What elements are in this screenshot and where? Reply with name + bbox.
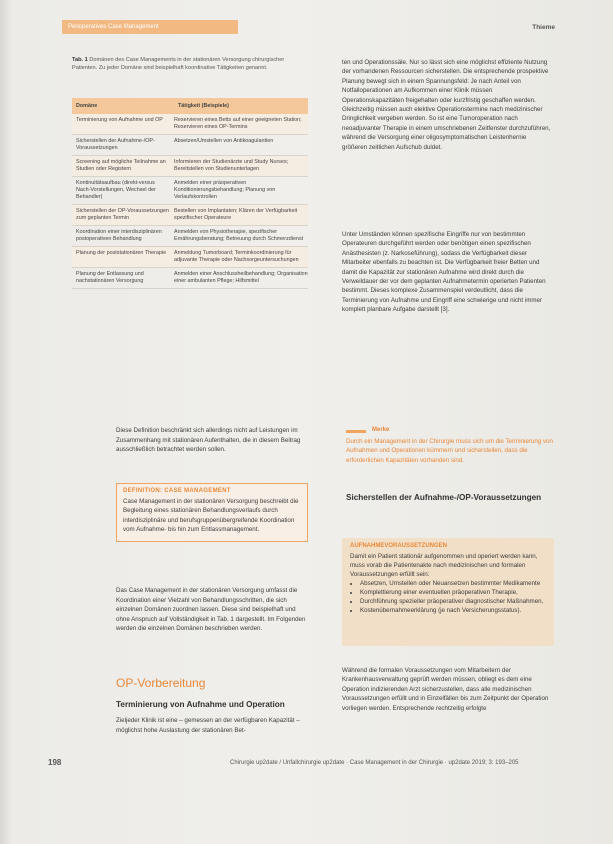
prerequisite-item: • Komplettierung einer eventuellen präoperativen Therapie, [360,588,546,597]
table-cell-activity: Absetzen/Umstellen von Antikoagulantien [174,138,274,144]
left-paragraph-1: Diese Definition beschränkt sich allerdings nicht auf Leistungen im Zusammenhang mit stationären Aufenthalten, die in diesem Beitrag ausschließlich betrachtet werden sollen. [116,427,301,454]
table-cell-domain: Planung der poststationären Therapie [76,250,167,256]
left-paragraph-2: Das Case Management in der stationären Versorgung umfasst die Koordination einer Vielzahl von Behandlungsschritten, die sich einzelnen Domänen zuordnen lassen. Diese sind beispielhaft und ohne Anspruch auf Vollständigkeit in Tab. 1 dargestellt. Im Folgenden werden die einzelnen Domänen beschrieben werden. [116,587,306,633]
merke-bar [346,430,366,433]
table-cell-activity: Anmeldung Tumorboard; Terminkoordinierung für adjuvante Therapie oder Nachsorgeuntersuchungen [174,250,299,263]
prerequisites-box [342,538,554,646]
table-col-domain: Domäne [76,102,98,109]
prerequisite-item: • Absetzen, Umstellen oder Neuansetzen bestimmter Medikamente [360,579,546,588]
definition-body: Case Management in der stationären Versorgung beschreibt die Begleitung eines stationären Behandlungsverlaufs durch interdisziplinäre und berufsgruppenübergreifende Koordination vom Aufnahme- bis hin zum Entlassmanagement. [123,498,299,534]
domains-table [72,98,308,289]
table-cell-domain: Sicherstellen der OP-Voraussetzungen zum geplanten Termin [76,208,169,221]
table-row [72,226,308,247]
table-cell-domain: Koordination einer interdisziplinären postoperativen Behandlung [76,229,162,242]
table-cell-activity: Anmelden einer Anschlussheilbehandlung; Organisation einer ambulanten Pflege; Hilfsmittel [174,271,308,284]
table-row [72,205,308,226]
prerequisite-item: • Kostenübernahmeerklärung (je nach Versicherungsstatus). [360,606,546,615]
table-caption [72,56,308,72]
right-paragraph-2: Unter Umständen können spezifische Eingriffe nur von bestimmten Operateuren durchgeführt werden oder benötigen einen spezifischen Anästhesisten (z. Narkoseführung), sodass die Verfügbarkeit dieser Mitarbeiter ebenfalls zu beachten ist. Die Verfügbarkeit freier Betten und damit die Kapazität zur stationären Aufnahme wird direkt durch die Verweildauer der vor dem geplanten Aufnahmetermin operierten Patienten bestimmt. Dieses komplexe Zusammenspiel verdeutlicht, dass die Terminierung von Aufnahme und Eingriff eine schwierige und nicht immer komplett planbare Aufgabe darstellt [3]. [342,231,546,314]
table-cell-domain: Terminierung von Aufnahme und OP [76,117,163,123]
publisher-tag: Thieme [532,24,555,31]
prerequisites-heading: AUFNAHMEVORAUSSETZUNGEN [350,543,448,549]
table-cell-activity: Anmelden einer präoperativen Konditionierungsbehandlung; Planung von Verlaufskontrollen [174,180,276,200]
table-body [72,114,308,289]
section-heading: OP-Vorbereitung [116,676,206,690]
table-cell-domain: Planung der Entlassung und nachstationären Versorgung [76,271,144,284]
prerequisites-list [350,579,546,615]
definition-box [116,483,308,542]
table-caption-label: Tab. 1 [72,57,88,63]
page-number: 198 [48,758,62,767]
table-cell-activity: Reservieren eines Betts auf einer geeigneten Station; Reservieren eines OP-Termins [174,117,302,130]
right-heading: Sicherstellen der Aufnahme-/OP-Voraussetzungen [346,493,542,502]
table-cell-domain: Kontinuitätsaufbau (direkt-versus Nach-Vorstellungen, Wechsel der Behandler) [76,180,156,200]
prerequisite-item: • Durchführung spezieller präoperativer diagnostischer Maßnahmen, [360,597,546,606]
table-cell-activity: Informieren der Studienärzte und Study Nurses; Bereitstellen von Studienunterlagen [174,159,289,172]
table-row [72,114,308,135]
table-cell-activity: Bestellen von Implantaten; Klären der Verfügbarkeit spezifischer Operateure [174,208,298,221]
table-cell-activity: Anmelden von Physiotherapie, spezifischer Ernährungsberatung; Betreuung durch Schmerzdienst [174,229,304,242]
table-col-activity: Tätigkeit (Beispiele) [178,102,229,109]
merke-text: Durch ein Management in der Chirurgie muss sich um die Terminierung von Aufnahmen und Operationen kümmern und sicherstellen, dass die erforderlichen Kapazitäten vorhanden sind. [346,438,553,464]
table-row [72,268,308,289]
table-row [72,247,308,268]
right-paragraph-3: Während die formalen Voraussetzungen vom Mitarbeitern der Krankenhausverwaltung geprüft werden müssen, obliegt es dem eine Operation indizierenden Arzt sicherzustellen, dass alle medizinischen Voraussetzungen erfüllt und in Einzelfällen bis zum Zeitpunkt der Operation vorliegen werden. Entsprechende rechtzeitig erfolgte [342,667,549,712]
right-paragraph-1: ten und Operationssäle. Nur so lässt sich eine möglichst effiziente Nutzung der vorhandenen Ressourcen sicherstellen. Die entsprechende prospektive Planung bewegt sich in einem Spannungsfeld: Je nach Anteil von Notfalloperationen am Aufkommen einer Klinik müssen Operationskapazitäten freigehalten oder kurzfristig geschaffen werden. Gleichzeitig müssen auch elektive Operationstermine nach medizinischer Dringlichkeit vergeben werden. So ist eine Tumoroperation nach neoadjuvanter Therapie in einem umschriebenen Zeitfenster durchzuführen, während die Versorgung einer oligosymptomatischen Leistenhernie größeren zeitlichen Aufschub duldet. [342,59,551,151]
table-row [72,135,308,156]
table-row [72,156,308,177]
table-cell-domain: Sicherstellen der Aufnahme-/OP-Voraussetzungen [76,138,155,151]
subsection-heading: Terminierung von Aufnahme und Operation [116,700,285,709]
table-cell-domain: Screening auf mögliche Teilnahme an Studien oder Registern [76,159,166,172]
merke-label: Merke [372,427,390,433]
table-header [72,98,308,114]
table-caption-text: Domänen des Case Managements in der stationären Versorgung chirurgischer Patienten. Zu jeder Domäne sind beispielhaft koordinative Tätigkeiten genannt. [72,57,285,71]
header-band: Perioperatives Case Management [62,20,238,34]
footer-citation: Chirurgie up2date / Unfallchirurgie up2date · Case Management in der Chirurgie · up2date 2019; 3: 193–205 [230,760,519,766]
left-paragraph-3: Zieljeder Klinik ist eine – gemessen an der verfügbaren Kapazität – möglichst hohe Auslastung der stationären Bet- [116,717,300,734]
prerequisites-intro: Damit ein Patient stationär aufgenommen und operiert werden kann, muss vorab die Patientenakte nach medizinischen und formalen Voraussetzungen erfüllt sein: [350,553,538,578]
definition-heading: DEFINITION: CASE MANAGEMENT [123,488,231,494]
table-row [72,177,308,205]
